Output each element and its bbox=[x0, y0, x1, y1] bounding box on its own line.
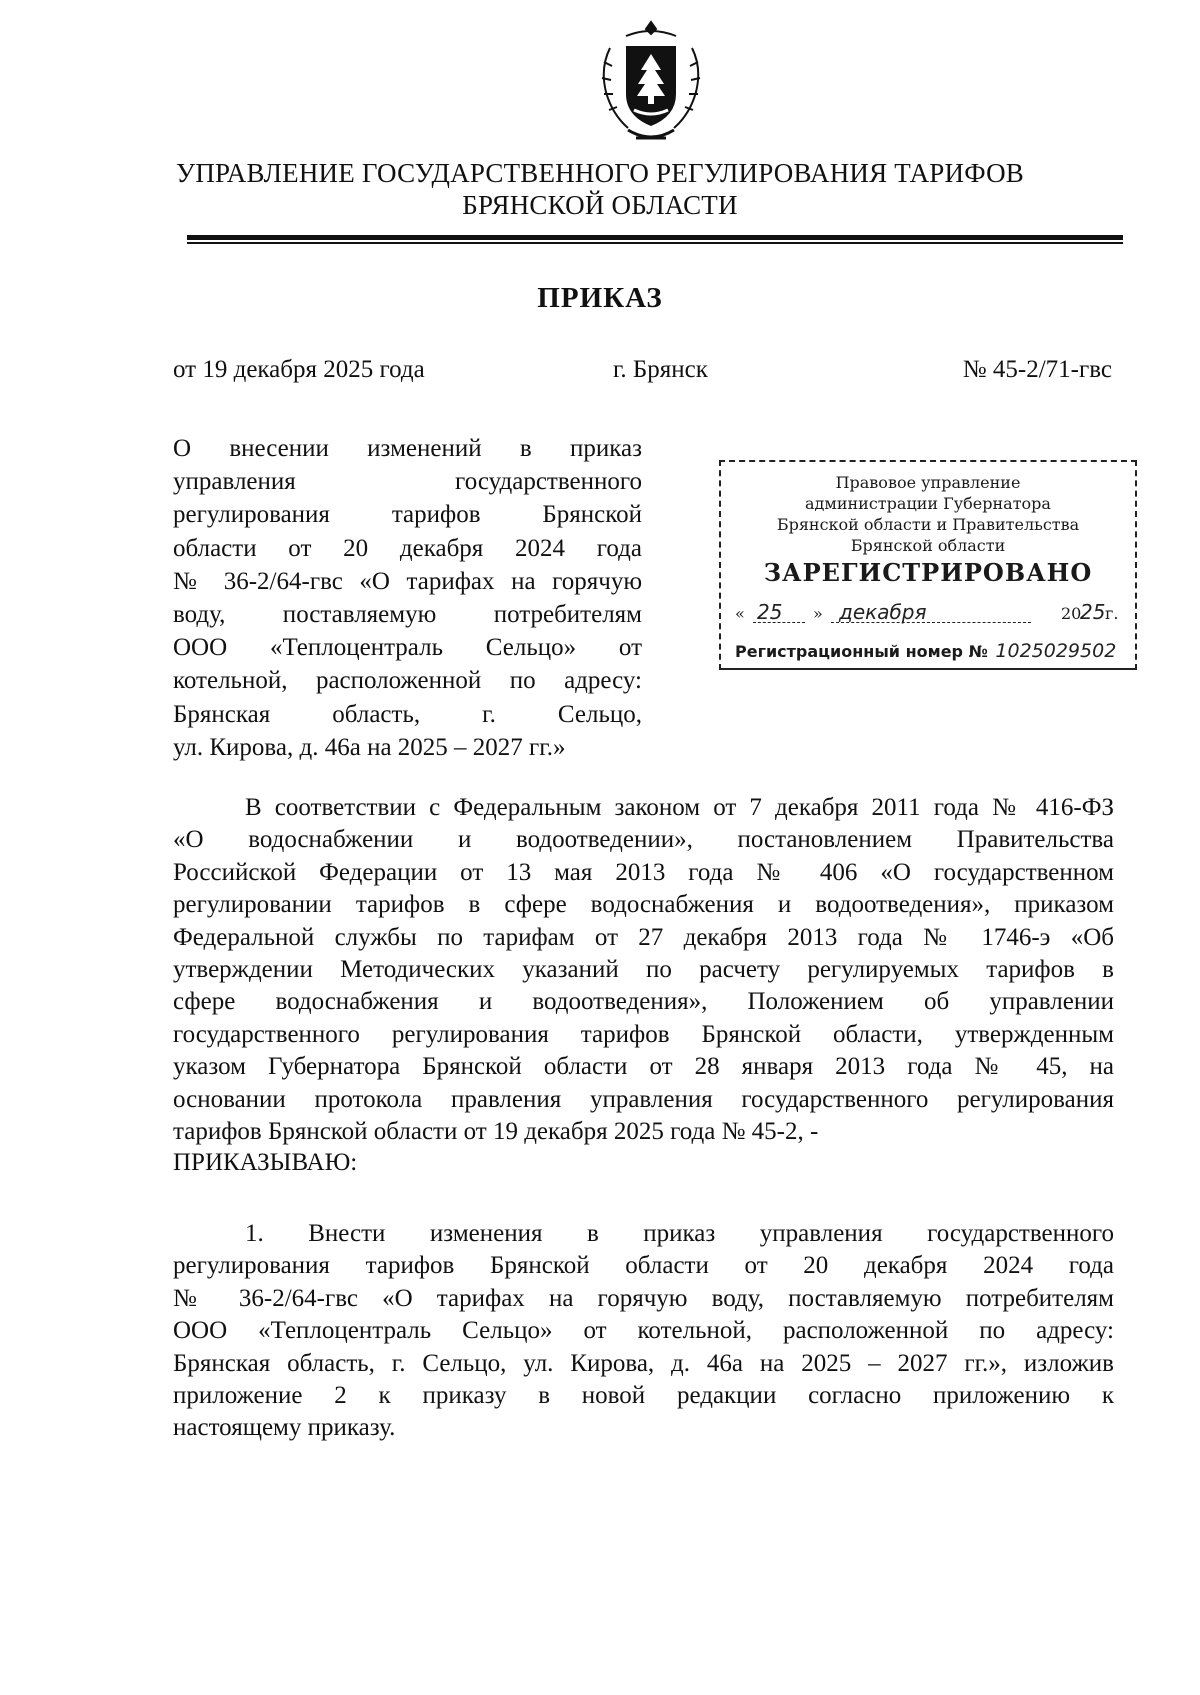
document-date: от 19 декабря 2025 года bbox=[173, 356, 425, 383]
item-line: № 36-2/64-гвс «О тарифах на горячую воду, поставляемую потребителям bbox=[173, 1284, 1114, 1312]
body-line: сфере водоснабжения и водоотведения», Положением об управлении bbox=[173, 988, 1114, 1016]
organization-title-line1: УПРАВЛЕНИЕ ГОСУДАРСТВЕННОГО РЕГУЛИРОВАНИЯ ТАРИФОВ bbox=[176, 158, 1024, 188]
stamp-registration-number: 1025029502 bbox=[995, 640, 1117, 662]
item-line: Брянская область, г. Сельцо, ул. Кирова, д. 46а на 2025 – 2027 гг.», изложив bbox=[173, 1349, 1114, 1377]
item-line: ООО «Теплоцентраль Сельцо» от котельной, расположенной по адресу: bbox=[173, 1317, 1114, 1345]
body-line: указом Губернатора Брянской области от 28 января 2013 года № 45, на bbox=[173, 1053, 1114, 1081]
subject-line: управления государственного bbox=[173, 468, 642, 496]
item-line: настоящему приказу. bbox=[173, 1414, 396, 1442]
subject-line: ООО «Теплоцентраль Сельцо» от bbox=[173, 634, 642, 662]
subject-line: № 36-2/64-гвс «О тарифах на горячую bbox=[173, 567, 642, 595]
stamp-date-row bbox=[735, 600, 1127, 630]
body-line: В соответствии с Федеральным законом от 7 декабря 2011 года № 416-ФЗ bbox=[245, 794, 1114, 821]
body-line: регулировании тарифов в сфере водоснабжения и водоотведения», приказом bbox=[173, 891, 1114, 919]
stamp-org-line4: Брянской области bbox=[850, 536, 1006, 555]
coat-of-arms-icon bbox=[596, 18, 706, 148]
stamp-date-year-prefix: 20 bbox=[1061, 604, 1082, 623]
stamp-date-year-unit: г. bbox=[1105, 604, 1119, 623]
body-line: Российской Федерации от 13 мая 2013 года № 406 «О государственном bbox=[173, 858, 1114, 886]
body-line: основании протокола правления управления государственного регулирования bbox=[173, 1085, 1114, 1113]
stamp-date-close-quote: » bbox=[813, 604, 823, 623]
header-rule-thin bbox=[187, 242, 1123, 244]
subject-line: ул. Кирова, д. 46а на 2025 – 2027 гг.» bbox=[173, 733, 566, 761]
subject-line: воду, поставляемую потребителям bbox=[173, 601, 642, 629]
stamp-org-line1: Правовое управление bbox=[835, 473, 1021, 492]
subject-line: Брянская область, г. Сельцо, bbox=[173, 700, 642, 728]
stamp-registration-label-text: Регистрационный номер № bbox=[735, 642, 988, 661]
subject-line: области от 20 декабря 2024 года bbox=[173, 534, 642, 562]
stamp-date-day: 25 bbox=[757, 600, 783, 624]
order-item-1 bbox=[173, 1218, 1114, 1445]
subject-line: О внесении изменений в приказ bbox=[173, 435, 642, 462]
stamp-date-open-quote: « bbox=[735, 604, 745, 623]
body-line: государственного регулирования тарифов Брянской области, утвержденным bbox=[173, 1020, 1114, 1048]
header-rule-thick bbox=[187, 235, 1123, 240]
stamp-date-year-suffix: 25 bbox=[1080, 600, 1106, 624]
subject-line: регулирования тарифов Брянской bbox=[173, 501, 642, 529]
stamp-date-month-line bbox=[831, 622, 1031, 623]
stamp-date-month: декабря bbox=[839, 600, 927, 624]
body-line: тарифов Брянской области от 19 декабря 2025 года № 45-2, - bbox=[173, 1118, 819, 1146]
stamp-org-line3: Брянской области и Правительства bbox=[776, 515, 1080, 534]
order-word bbox=[173, 1147, 1114, 1179]
body-line: «О водоснабжении и водоотведении», постановлением Правительства bbox=[173, 826, 1114, 854]
stamp-registration-label bbox=[735, 640, 1116, 662]
stamp-status: ЗАРЕГИСТРИРОВАНО bbox=[763, 558, 1093, 587]
document-city: г. Брянск bbox=[613, 356, 708, 383]
stamp-org-line2: администрации Губернатора bbox=[805, 494, 1051, 513]
order-word-text: ПРИКАЗЫВАЮ: bbox=[173, 1149, 358, 1176]
body-line: утверждении Методических указаний по расчету регулируемых тарифов в bbox=[173, 956, 1114, 984]
item-line: 1. Внести изменения в приказ управления государственного bbox=[245, 1220, 1114, 1247]
document-subject bbox=[173, 432, 642, 764]
document-type-title: ПРИКАЗ bbox=[537, 282, 663, 314]
document-number: № 45-2/71-гвс bbox=[962, 356, 1112, 383]
item-line: регулирования тарифов Брянской области от 20 декабря 2024 года bbox=[173, 1252, 1114, 1280]
item-line: приложение 2 к приказу в новой редакции согласно приложению к bbox=[173, 1382, 1114, 1410]
registration-stamp bbox=[719, 460, 1137, 670]
body-line: Федеральной службы по тарифам от 27 декабря 2013 года № 1746-э «Об bbox=[173, 923, 1114, 951]
organization-title-line2: БРЯНСКОЙ ОБЛАСТИ bbox=[462, 190, 738, 220]
body-paragraph bbox=[173, 792, 1114, 1148]
subject-line: котельной, расположенной по адресу: bbox=[173, 667, 642, 695]
stamp-date-day-line bbox=[753, 622, 805, 623]
